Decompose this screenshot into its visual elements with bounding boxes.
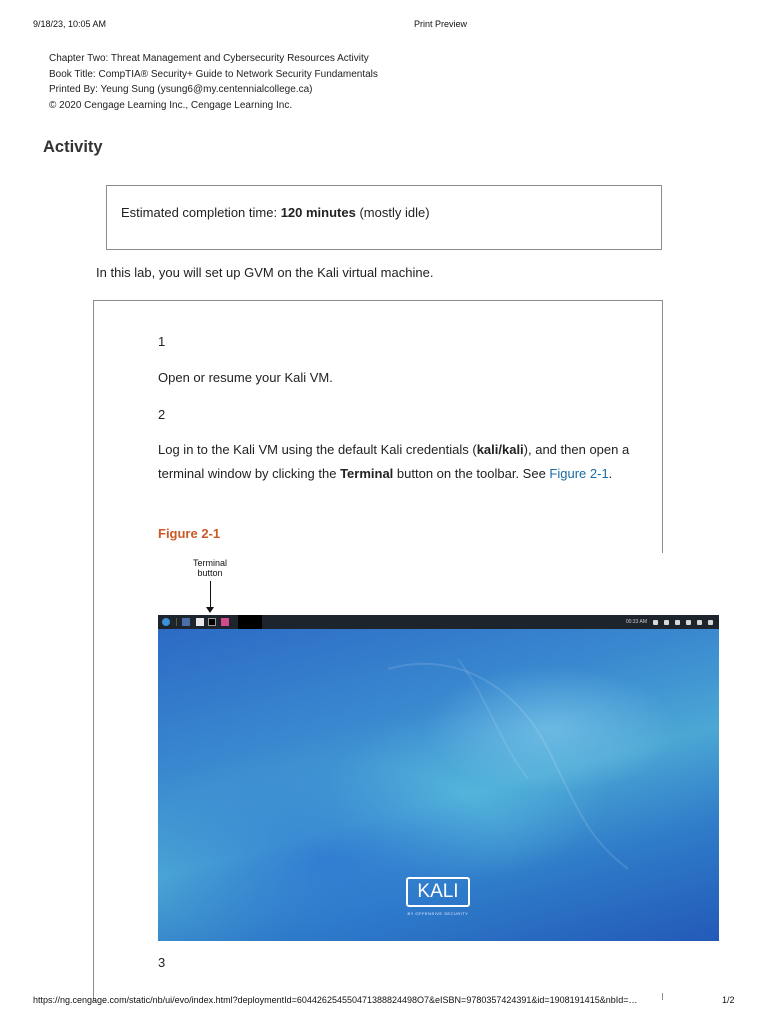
terminal-icon[interactable] bbox=[208, 618, 216, 626]
network-icon bbox=[686, 620, 691, 625]
step-2-number: 2 bbox=[158, 407, 166, 422]
terminal-callout-label bbox=[186, 558, 234, 578]
workspace-icon bbox=[182, 618, 190, 626]
kali-desktop-screenshot bbox=[158, 615, 719, 941]
intro-text: In this lab, you will set up GVM on the Kali virtual machine. bbox=[96, 265, 434, 280]
callout-line-1: Terminal bbox=[192, 558, 227, 568]
step-2-text-part2: ), and then open a terminal window by clicking the bbox=[158, 442, 630, 481]
callout-line bbox=[210, 581, 211, 609]
notification-icon bbox=[675, 620, 680, 625]
system-tray bbox=[626, 617, 713, 627]
estimated-time-prefix: Estimated completion time: bbox=[121, 205, 281, 220]
step-3-number: 3 bbox=[158, 955, 166, 970]
kali-taskbar bbox=[158, 615, 719, 629]
lock-icon bbox=[697, 620, 702, 625]
kali-logo-subtext: BY OFFENSIVE SECURITY bbox=[407, 911, 469, 916]
terminal-bold: Terminal bbox=[340, 466, 394, 481]
callout-arrow-icon bbox=[206, 607, 214, 613]
taskbar-separator bbox=[176, 618, 177, 626]
step-2-text-part3: button on the toolbar. See bbox=[393, 466, 550, 481]
step-2-text bbox=[158, 438, 636, 486]
step-2-text-part1: Log in to the Kali VM using the default Kali credentials ( bbox=[158, 442, 477, 457]
print-date: 9/18/23, 10:05 AM bbox=[33, 19, 107, 29]
estimated-time-suffix: (mostly idle) bbox=[355, 205, 430, 220]
estimated-time-value: 120 minutes bbox=[280, 205, 356, 220]
power-icon bbox=[708, 620, 713, 625]
volume-icon bbox=[664, 620, 669, 625]
credentials-bold: kali/kali bbox=[476, 442, 524, 457]
figure-label: Figure 2-1 bbox=[158, 526, 221, 541]
print-title: Print Preview bbox=[414, 19, 468, 29]
task-window-button bbox=[238, 615, 262, 629]
meta-book-title: Book Title: CompTIA® Security+ Guide to Network Security Fundamentals bbox=[49, 68, 378, 80]
taskbar-clock: 00:33 AM bbox=[625, 619, 647, 625]
estimated-time-box bbox=[106, 185, 662, 250]
step-1-text: Open or resume your Kali VM. bbox=[158, 370, 333, 385]
activity-heading: Activity bbox=[43, 138, 103, 156]
footer-url: https://ng.cengage.com/static/nb/ui/evo/index.html?deploymentId=604426254550471388824498O7&eISBN=9780357424391&id=1908191415&nbId=… bbox=[33, 995, 638, 1005]
kali-menu-icon bbox=[162, 618, 170, 626]
step-1-number: 1 bbox=[158, 334, 166, 349]
footer-page-number: 1/2 bbox=[722, 995, 735, 1005]
file-manager-icon bbox=[196, 618, 204, 626]
callout-line-2: button bbox=[197, 568, 223, 578]
estimated-time-text bbox=[121, 205, 430, 220]
kali-logo: KALI bbox=[406, 877, 470, 907]
display-icon bbox=[653, 620, 658, 625]
figure-2-1-link[interactable]: Figure 2-1 bbox=[549, 466, 609, 481]
browser-icon bbox=[221, 618, 229, 626]
meta-copyright: © 2020 Cengage Learning Inc., Cengage Learning Inc. bbox=[49, 99, 293, 111]
meta-block bbox=[49, 51, 378, 113]
meta-chapter: Chapter Two: Threat Management and Cybersecurity Resources Activity bbox=[49, 53, 369, 64]
meta-printed-by: Printed By: Yeung Sung (ysung6@my.centennialcollege.ca) bbox=[49, 84, 313, 95]
step-2-text-part4: . bbox=[608, 466, 613, 481]
